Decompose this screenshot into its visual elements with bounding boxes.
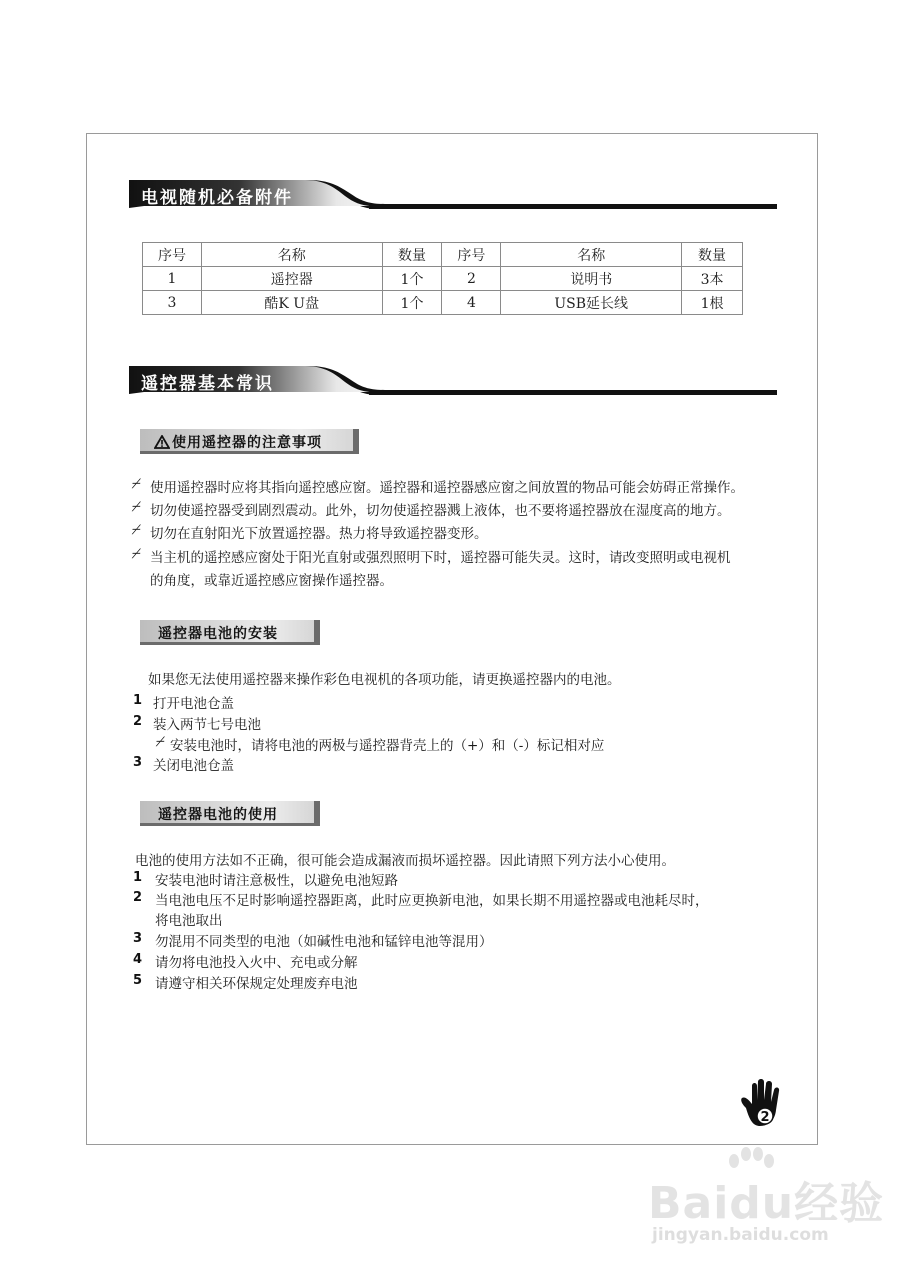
install-step: 关闭电池仓盖 — [153, 758, 234, 774]
notice-item: 切勿使遥控器受到剧烈震动。此外，切勿使遥控器溅上液体，也不要将遥控器放在湿度高的地方。 — [150, 503, 731, 519]
notice-item: 使用遥控器时应将其指向遥控感应窗。遥控器和遥控器感应窗之间放置的物品可能会妨碍正常操作。 — [150, 480, 744, 496]
note-mark-icon: ⌿ — [155, 734, 164, 750]
page-number-hand-icon — [738, 1078, 788, 1134]
step-number: 5 — [133, 973, 143, 988]
step-number: 1 — [133, 870, 143, 885]
section-title: 遥控器基本常识 — [141, 374, 274, 394]
table-cell: 酷K U盘 — [201, 291, 382, 315]
table-header-cell: 数量 — [682, 243, 743, 267]
usage-title: 遥控器电池的使用 — [158, 807, 278, 823]
table-row — [143, 267, 743, 291]
table-cell: USB延长线 — [501, 291, 682, 315]
step-number: 3 — [133, 755, 143, 770]
install-tab — [140, 620, 320, 645]
notice-item: 当主机的遥控感应窗处于阳光直射或强烈照明下时，遥控器可能失灵。这时，请改变照明或电视机 — [150, 550, 731, 566]
notice-title — [154, 432, 322, 452]
install-note: 安装电池时，请将电池的两极与遥控器背壳上的（+）和（-）标记相对应 — [170, 738, 605, 754]
notice-item-continued: 的角度，或靠近遥控感应窗操作遥控器。 — [150, 573, 393, 589]
table-header-cell: 序号 — [143, 243, 202, 267]
note-mark-icon: ⌿ — [131, 476, 140, 492]
note-mark-icon: ⌿ — [131, 499, 140, 515]
usage-intro: 电池的使用方法如不正确，很可能会造成漏液而损坏遥控器。因此请照下列方法小心使用。 — [135, 853, 675, 869]
step-number: 1 — [133, 693, 143, 708]
table-cell: 说明书 — [501, 267, 682, 291]
table-cell: 4 — [442, 291, 501, 315]
watermark-url: jingyan.baidu.com — [652, 1225, 829, 1245]
usage-step: 请勿将电池投入火中、充电或分解 — [155, 955, 358, 971]
accessories-table — [142, 242, 743, 315]
table-header-cell: 序号 — [442, 243, 501, 267]
warning-icon — [154, 435, 170, 449]
table-cell: 3本 — [682, 267, 743, 291]
section-title: 电视随机必备附件 — [141, 188, 293, 208]
step-number: 3 — [133, 931, 143, 946]
table-header-row — [143, 243, 743, 267]
step-number: 2 — [133, 714, 143, 729]
step-number: 4 — [133, 952, 143, 967]
install-step: 打开电池仓盖 — [153, 696, 234, 712]
usage-step: 请遵守相关环保规定处理废弃电池 — [155, 976, 358, 992]
table-header-cell: 数量 — [382, 243, 442, 267]
baidu-watermark — [640, 1145, 890, 1265]
note-mark-icon: ⌿ — [131, 522, 140, 538]
install-intro: 如果您无法使用遥控器来操作彩色电视机的各项功能，请更换遥控器内的电池。 — [148, 672, 621, 688]
usage-step-continued: 将电池取出 — [155, 913, 223, 929]
install-step: 装入两节七号电池 — [153, 717, 261, 733]
table-cell: 遥控器 — [201, 267, 382, 291]
usage-step: 安装电池时请注意极性，以避免电池短路 — [155, 873, 398, 889]
page-number: 2 — [760, 1110, 770, 1125]
notice-title-text: 使用遥控器的注意事项 — [172, 435, 322, 451]
usage-step: 勿混用不同类型的电池（如碱性电池和锰锌电池等混用） — [155, 934, 493, 950]
section-header-remote — [129, 364, 777, 396]
table-cell: 3 — [143, 291, 202, 315]
usage-step: 当电池电压不足时影响遥控器距离，此时应更换新电池，如果长期不用遥控器或电池耗尽时， — [155, 893, 709, 909]
note-mark-icon: ⌿ — [131, 546, 140, 562]
table-header-cell: 名称 — [501, 243, 682, 267]
notice-tab — [140, 429, 359, 454]
usage-tab — [140, 801, 320, 826]
step-number: 2 — [133, 890, 143, 905]
table-cell: 2 — [442, 267, 501, 291]
table-row — [143, 291, 743, 315]
table-cell: 1个 — [382, 291, 442, 315]
table-header-cell: 名称 — [201, 243, 382, 267]
notice-item: 切勿在直射阳光下放置遥控器。热力将导致遥控器变形。 — [150, 526, 488, 542]
table-cell: 1 — [143, 267, 202, 291]
install-title: 遥控器电池的安装 — [158, 626, 278, 642]
watermark-brand: Baidu经验 — [648, 1178, 885, 1229]
table-cell: 1根 — [682, 291, 743, 315]
section-header-accessories — [129, 178, 777, 210]
table-cell: 1个 — [382, 267, 442, 291]
